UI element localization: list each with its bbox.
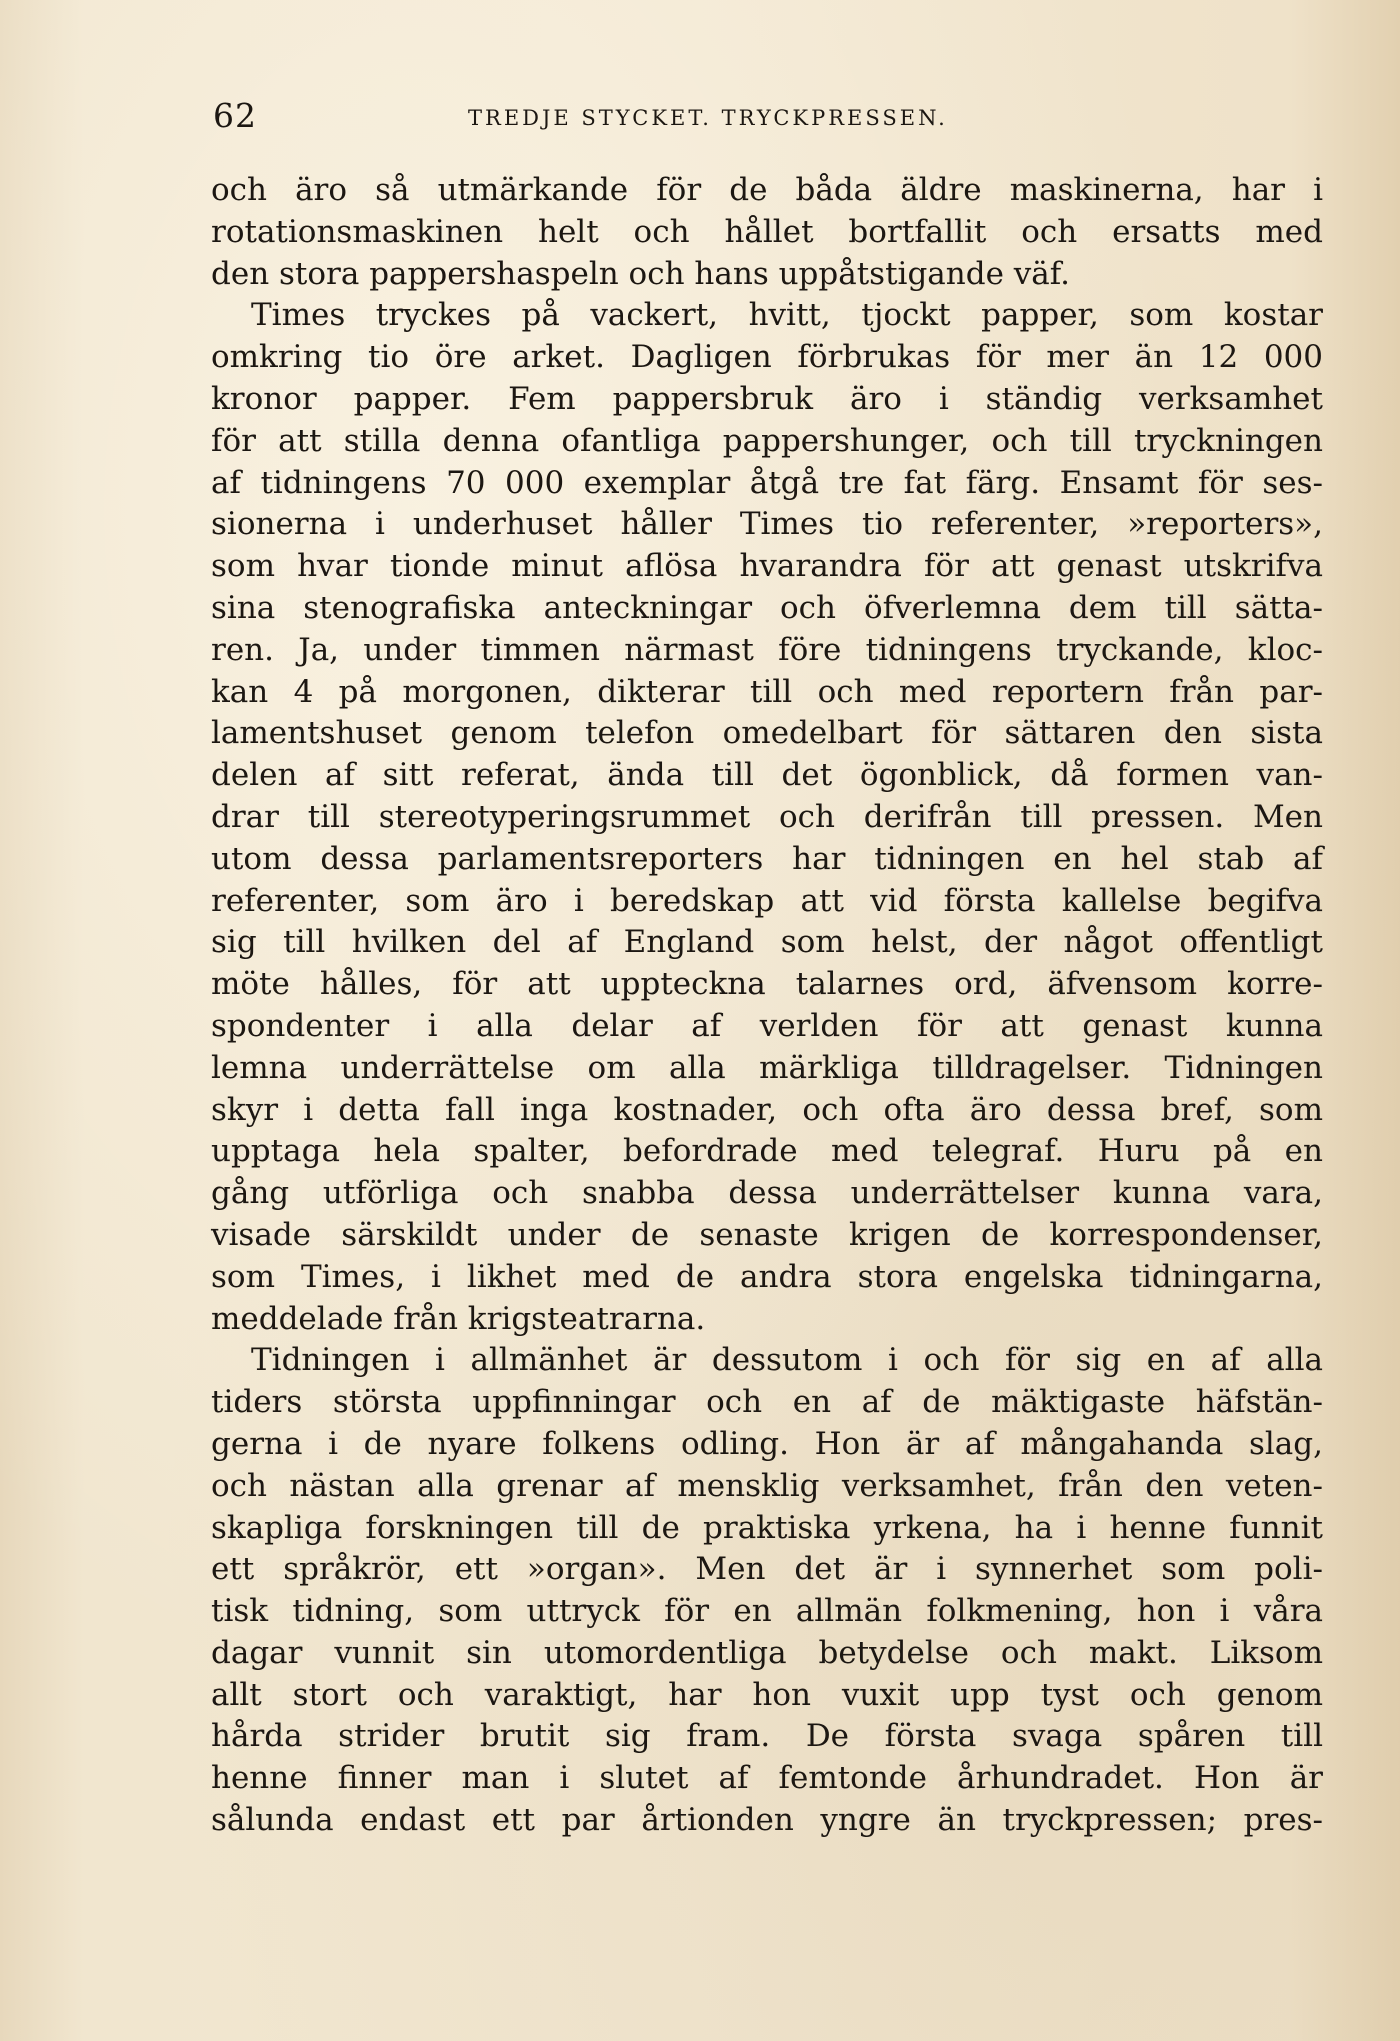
text-line: och äro så utmärkande för de båda äldre maskinerna, har i bbox=[211, 172, 1323, 208]
text-line: utom dessa parlamentsreporters har tidningen en hel stab af bbox=[211, 840, 1323, 877]
text-line: den stora pappershaspeln och hans uppåtstigande väf. bbox=[211, 255, 1071, 292]
text-line: kronor papper. Fem pappersbruk äro i ständig verksamhet bbox=[211, 380, 1323, 417]
text-line: tisk tidning, som uttryck för en allmän folkmening, hon i våra bbox=[211, 1593, 1323, 1630]
text-line: gerna i de nyare folkens odling. Hon är af mångahanda slag, bbox=[211, 1425, 1323, 1462]
text-line: Times tryckes på vackert, hvitt, tjockt papper, som kostar bbox=[251, 297, 1323, 334]
running-head: TREDJE STYCKET. TRYCKPRESSEN. bbox=[468, 106, 948, 130]
text-line: omkring tio öre arket. Dagligen förbrukas för mer än 12 000 bbox=[211, 339, 1323, 376]
text-line: och nästan alla grenar af mensklig verksamhet, från den veten- bbox=[211, 1467, 1323, 1504]
text-line: henne finner man i slutet af femtonde århundradet. Hon är bbox=[211, 1760, 1323, 1797]
page-header bbox=[213, 96, 1083, 156]
text-line: sina stenografiska anteckningar och öfverlemna dem till sätta- bbox=[211, 589, 1323, 626]
text-line: meddelade från krigsteatrarna. bbox=[211, 1300, 706, 1337]
text-line: drar till stereotyperingsrummet och derifrån till pressen. Men bbox=[211, 798, 1323, 835]
text-line: lemna underrättelse om alla märkliga tilldragelser. Tidningen bbox=[211, 1049, 1323, 1086]
page-number: 62 bbox=[213, 96, 257, 135]
text-line: ren. Ja, under timmen närmast före tidningens tryckande, kloc- bbox=[211, 631, 1323, 668]
text-line: dagar vunnit sin utomordentliga betydelse och makt. Liksom bbox=[211, 1634, 1323, 1671]
text-line: möte hålles, för att uppteckna talarnes ord, äfvensom korre- bbox=[211, 966, 1323, 1003]
text-line: som Times, i likhet med de andra stora engelska tidningarna, bbox=[211, 1258, 1323, 1295]
text-line: ett språkrör, ett »organ». Men det är i synnerhet som poli- bbox=[211, 1551, 1323, 1588]
text-line: visade särskildt under de senaste krigen de korrespondenser, bbox=[211, 1216, 1323, 1253]
text-line: allt stort och varaktigt, har hon vuxit upp tyst och genom bbox=[211, 1676, 1323, 1713]
text-line: sig till hvilken del af England som helst, der något offentligt bbox=[211, 924, 1323, 961]
text-line: skapliga forskningen till de praktiska yrkena, ha i henne funnit bbox=[211, 1509, 1323, 1546]
text-line: gång utförliga och snabba dessa underrättelser kunna vara, bbox=[211, 1175, 1323, 1212]
text-line: sionerna i underhuset håller Times tio referenter, »reporters», bbox=[211, 506, 1323, 543]
body-text bbox=[211, 170, 1323, 1842]
text-line: delen af sitt referat, ända till det ögonblick, då formen van- bbox=[211, 757, 1323, 794]
text-line: af tidningens 70 000 exemplar åtgå tre fat färg. Ensamt för ses- bbox=[211, 464, 1323, 501]
text-line: hårda strider brutit sig fram. De första svaga spåren till bbox=[211, 1718, 1323, 1755]
text-line: spondenter i alla delar af verlden för att genast kunna bbox=[211, 1007, 1323, 1044]
text-line: referenter, som äro i beredskap att vid första kallelse begifva bbox=[211, 882, 1323, 919]
text-line: kan 4 på morgonen, dikterar till och med reportern från par- bbox=[211, 673, 1323, 710]
text-line: för att stilla denna ofantliga pappershunger, och till tryckningen bbox=[211, 422, 1323, 459]
text-line: skyr i detta fall inga kostnader, och ofta äro dessa bref, som bbox=[211, 1091, 1323, 1128]
text-line: upptaga hela spalter, befordrade med telegraf. Huru på en bbox=[211, 1133, 1323, 1170]
text-line: Tidningen i allmänhet är dessutom i och för sig en af alla bbox=[251, 1342, 1323, 1379]
text-line: som hvar tionde minut aflösa hvarandra för att genast utskrifva bbox=[211, 548, 1323, 585]
text-line: sålunda endast ett par årtionden yngre än tryckpressen; pres- bbox=[211, 1802, 1323, 1839]
text-line: tiders största uppfinningar och en af de mäktigaste häfstän- bbox=[211, 1384, 1323, 1421]
text-line: rotationsmaskinen helt och hållet bortfallit och ersatts med bbox=[211, 213, 1323, 250]
text-line: lamentshuset genom telefon omedelbart för sättaren den sista bbox=[211, 715, 1323, 752]
